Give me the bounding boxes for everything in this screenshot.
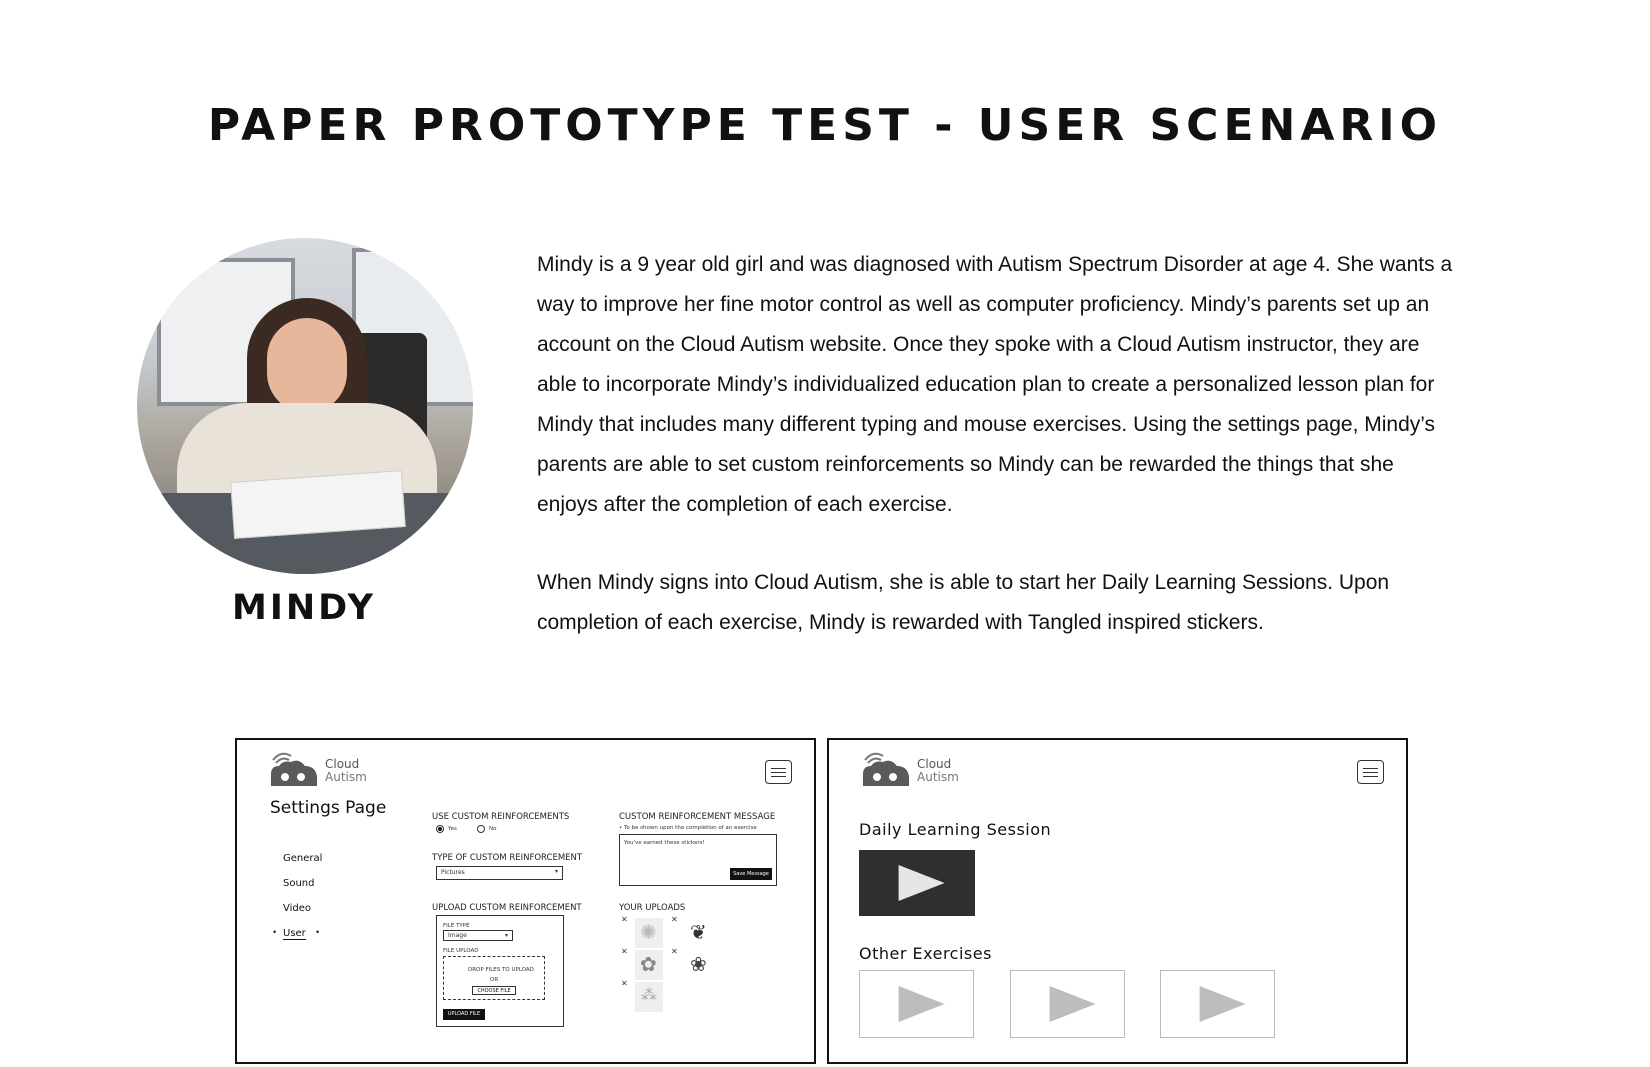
lantern-sticker-icon: ✿ [640,954,657,976]
character-sticker-icon: ❀ [690,954,707,976]
dots-sticker-icon: ⁂ [641,987,657,1004]
exercise-video-3[interactable] [1160,970,1275,1038]
choose-file-button[interactable]: CHOOSE FILE [472,986,516,995]
cloud-logo-icon [267,748,319,788]
upload-thumbnail [635,982,663,1012]
radio-no[interactable] [477,825,485,833]
save-message-button[interactable]: Save Message [730,868,772,880]
hamburger-menu-button[interactable] [765,760,792,784]
radio-no-label: No [489,826,497,832]
settings-page-title: Settings Page [270,798,387,818]
persona-photo [137,238,473,574]
file-type-select[interactable] [443,930,513,941]
nav-video[interactable]: Video [283,903,312,914]
upload-thumbnail [635,950,663,980]
cloud-autism-logo [859,748,1009,788]
type-select-value: Pictures [441,869,465,876]
upload-thumbnail [685,918,713,948]
remove-upload-icon[interactable]: ✕ [621,947,628,956]
chevron-down-icon: ▾ [554,868,558,875]
nav-active-bullet-right: • [316,927,320,937]
daily-session-title: Daily Learning Session [859,820,1052,839]
logo-text-cloud: Cloud [325,757,360,771]
upload-thumbnail [685,950,713,980]
nav-user[interactable]: User [283,928,306,939]
play-icon [1199,986,1245,1022]
exercise-video-1[interactable] [859,970,974,1038]
upload-label: UPLOAD CUSTOM REINFORCEMENT [432,903,582,913]
remove-upload-icon[interactable]: ✕ [671,915,678,924]
logo-text-autism: Autism [917,770,959,784]
message-label: CUSTOM REINFORCEMENT MESSAGE [619,812,776,822]
or-text: OR [490,977,499,983]
file-upload-label: FILE UPLOAD [443,948,479,954]
radio-yes[interactable] [436,825,444,833]
play-icon [1049,986,1095,1022]
nav-sound[interactable]: Sound [283,878,315,889]
nav-active-bullet-left: • [273,927,277,937]
sun-sticker-icon: ✺ [640,922,657,944]
other-exercises-title: Other Exercises [859,944,992,963]
settings-page-prototype [235,738,816,1064]
file-type-label: FILE TYPE [443,923,470,929]
play-icon [899,865,945,901]
chevron-down-icon: ▾ [504,932,508,939]
upload-thumbnail [635,918,663,948]
learning-page-prototype [827,738,1408,1064]
file-drop-zone[interactable] [443,956,545,1000]
upload-file-button[interactable]: UPLOAD FILE [443,1009,485,1020]
scenario-paragraph-1: Mindy is a 9 year old girl and was diagnosed with Autism Spectrum Disorder at age 4. She wants a way to improve her fine motor control as well as computer proficiency. Mindy’s parents set up an account on the Cloud Autism website. Once they spoke with a Cloud Autism instructor, they are able to incorporate Mindy’s individualized education plan to create a personalized lesson plan for Mindy that includes many different typing and mouse exercises. Using the settings page, Mindy’s parents are able to set custom reinforcements so Mindy can be rewarded the things that she enjoys after the completion of each exercise. [537,253,1453,516]
logo-text-cloud: Cloud [917,757,952,771]
type-label: TYPE OF CUSTOM REINFORCEMENT [432,853,583,863]
persona-name: MINDY [232,588,376,628]
use-custom-label: USE CUSTOM REINFORCEMENTS [432,812,570,822]
scenario-paragraph-2: When Mindy signs into Cloud Autism, she is able to start her Daily Learning Sessions. Upon completion of each exercise, Mindy is rewarded with Tangled inspired stickers. [537,571,1390,634]
message-value: You've earned these stickers! [624,840,705,846]
radio-yes-label: Yes [448,826,457,832]
remove-upload-icon[interactable]: ✕ [621,915,628,924]
message-textarea[interactable] [619,834,777,886]
file-type-value: Image [448,932,467,939]
type-select[interactable] [436,866,563,880]
upload-panel [436,915,564,1027]
uploads-label: YOUR UPLOADS [619,903,686,913]
hamburger-menu-button[interactable] [1357,760,1384,784]
drop-text: DROP FILES TO UPLOAD [468,967,534,973]
logo-text-autism: Autism [325,770,367,784]
page-title: PAPER PROTOTYPE TEST - USER SCENARIO [207,100,1443,151]
remove-upload-icon[interactable]: ✕ [621,979,628,988]
exercise-video-2[interactable] [1010,970,1125,1038]
nav-general[interactable]: General [283,853,323,864]
flower-sticker-icon: ❦ [690,922,707,944]
daily-session-video[interactable] [859,850,975,916]
cloud-autism-logo [267,748,417,788]
remove-upload-icon[interactable]: ✕ [671,947,678,956]
cloud-logo-icon [859,748,911,788]
play-icon [898,986,944,1022]
message-hint: • To be shown upon the completion of an exercise [619,825,757,831]
